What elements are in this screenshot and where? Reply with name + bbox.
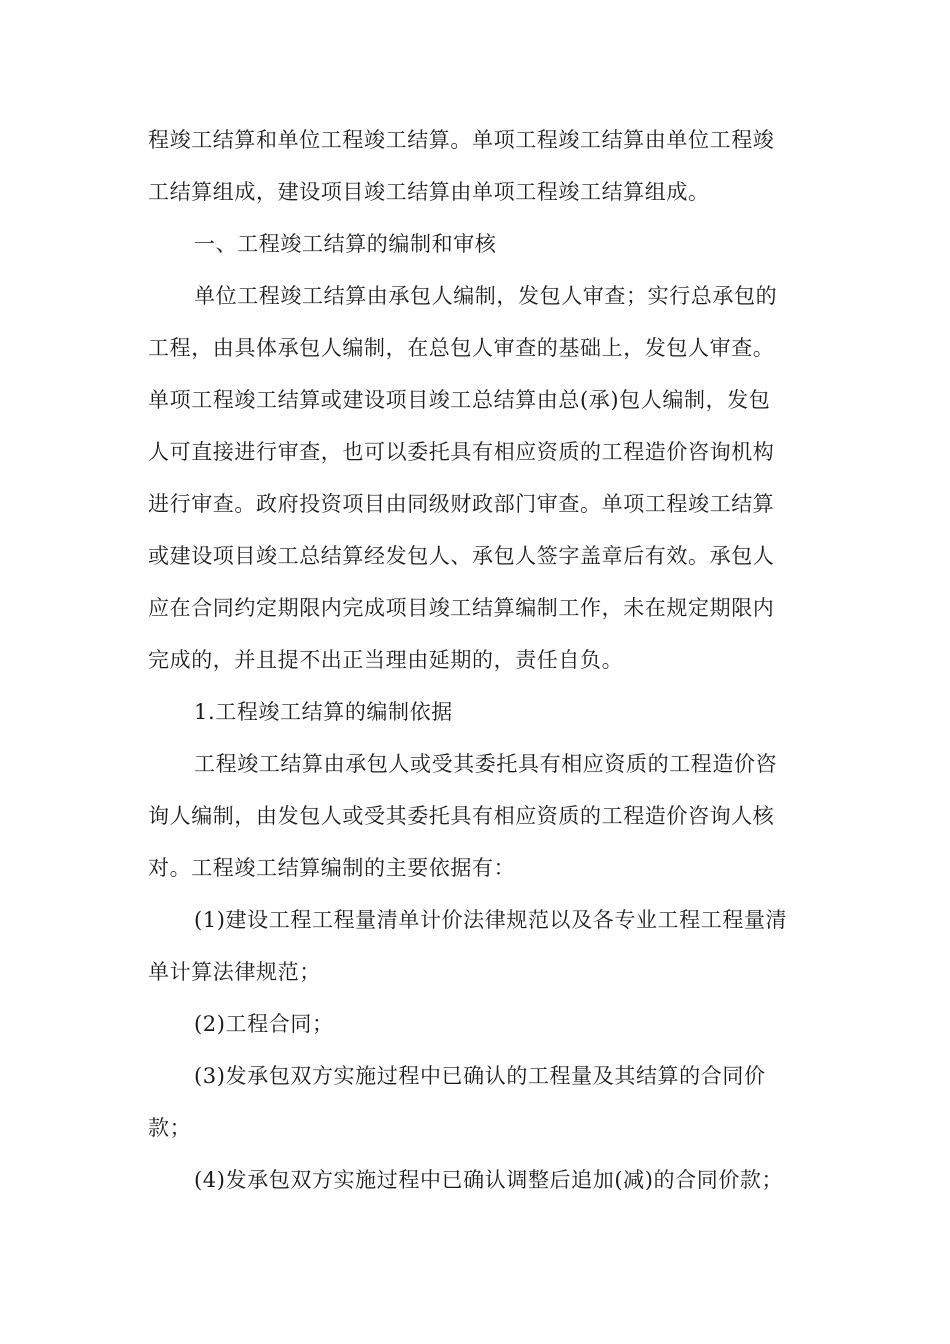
list-item: (2)工程合同； xyxy=(194,1012,334,1036)
text-line: 工程竣工结算由承包人或受其委托具有相应资质的工程造价咨 xyxy=(194,752,778,776)
text-line: 单项工程竣工结算或建设项目竣工总结算由总(承)包人编制，发包 xyxy=(148,388,771,412)
text-line: 进行审查。政府投资项目由同级财政部门审查。单项工程竣工结算 xyxy=(148,492,775,516)
subsection-heading: 1.工程竣工结算的编制依据 xyxy=(194,700,453,724)
text-line: 工结算组成，建设项目竣工结算由单项工程竣工结算组成。 xyxy=(148,180,710,204)
text-line: 完成的，并且提不出正当理由延期的，责任自负。 xyxy=(148,648,624,672)
text-line: 或建设项目竣工总结算经发包人、承包人签字盖章后有效。承包人 xyxy=(148,544,775,568)
text-line: 人可直接进行审查，也可以委托具有相应资质的工程造价咨询机构 xyxy=(148,440,775,464)
section-heading: 一、工程竣工结算的编制和审核 xyxy=(194,232,497,256)
text-line: 单位工程竣工结算由承包人编制，发包人审查；实行总承包的 xyxy=(194,284,778,308)
text-line: 款； xyxy=(148,1116,192,1140)
text-line: 对。工程竣工结算编制的主要依据有： xyxy=(148,856,516,880)
list-item: (3)发承包双方实施过程中已确认的工程量及其结算的合同价 xyxy=(194,1064,766,1088)
text-line: 程竣工结算和单位工程竣工结算。单项工程竣工结算由单位工程竣 xyxy=(148,128,775,152)
list-item: (1)建设工程工程量清单计价法律规范以及各专业工程工程量清 xyxy=(194,908,788,932)
list-item: (4)发承包双方实施过程中已确认调整后追加(减)的合同价款； xyxy=(194,1168,784,1192)
text-line: 单计算法律规范； xyxy=(148,960,321,984)
text-line: 工程，由具体承包人编制，在总包人审查的基础上，发包人审查。 xyxy=(148,336,775,360)
document-body xyxy=(148,114,803,1206)
text-line: 应在合同约定期限内完成项目竣工结算编制工作，未在规定期限内 xyxy=(148,596,775,620)
text-line: 询人编制，由发包人或受其委托具有相应资质的工程造价咨询人核 xyxy=(148,804,775,828)
